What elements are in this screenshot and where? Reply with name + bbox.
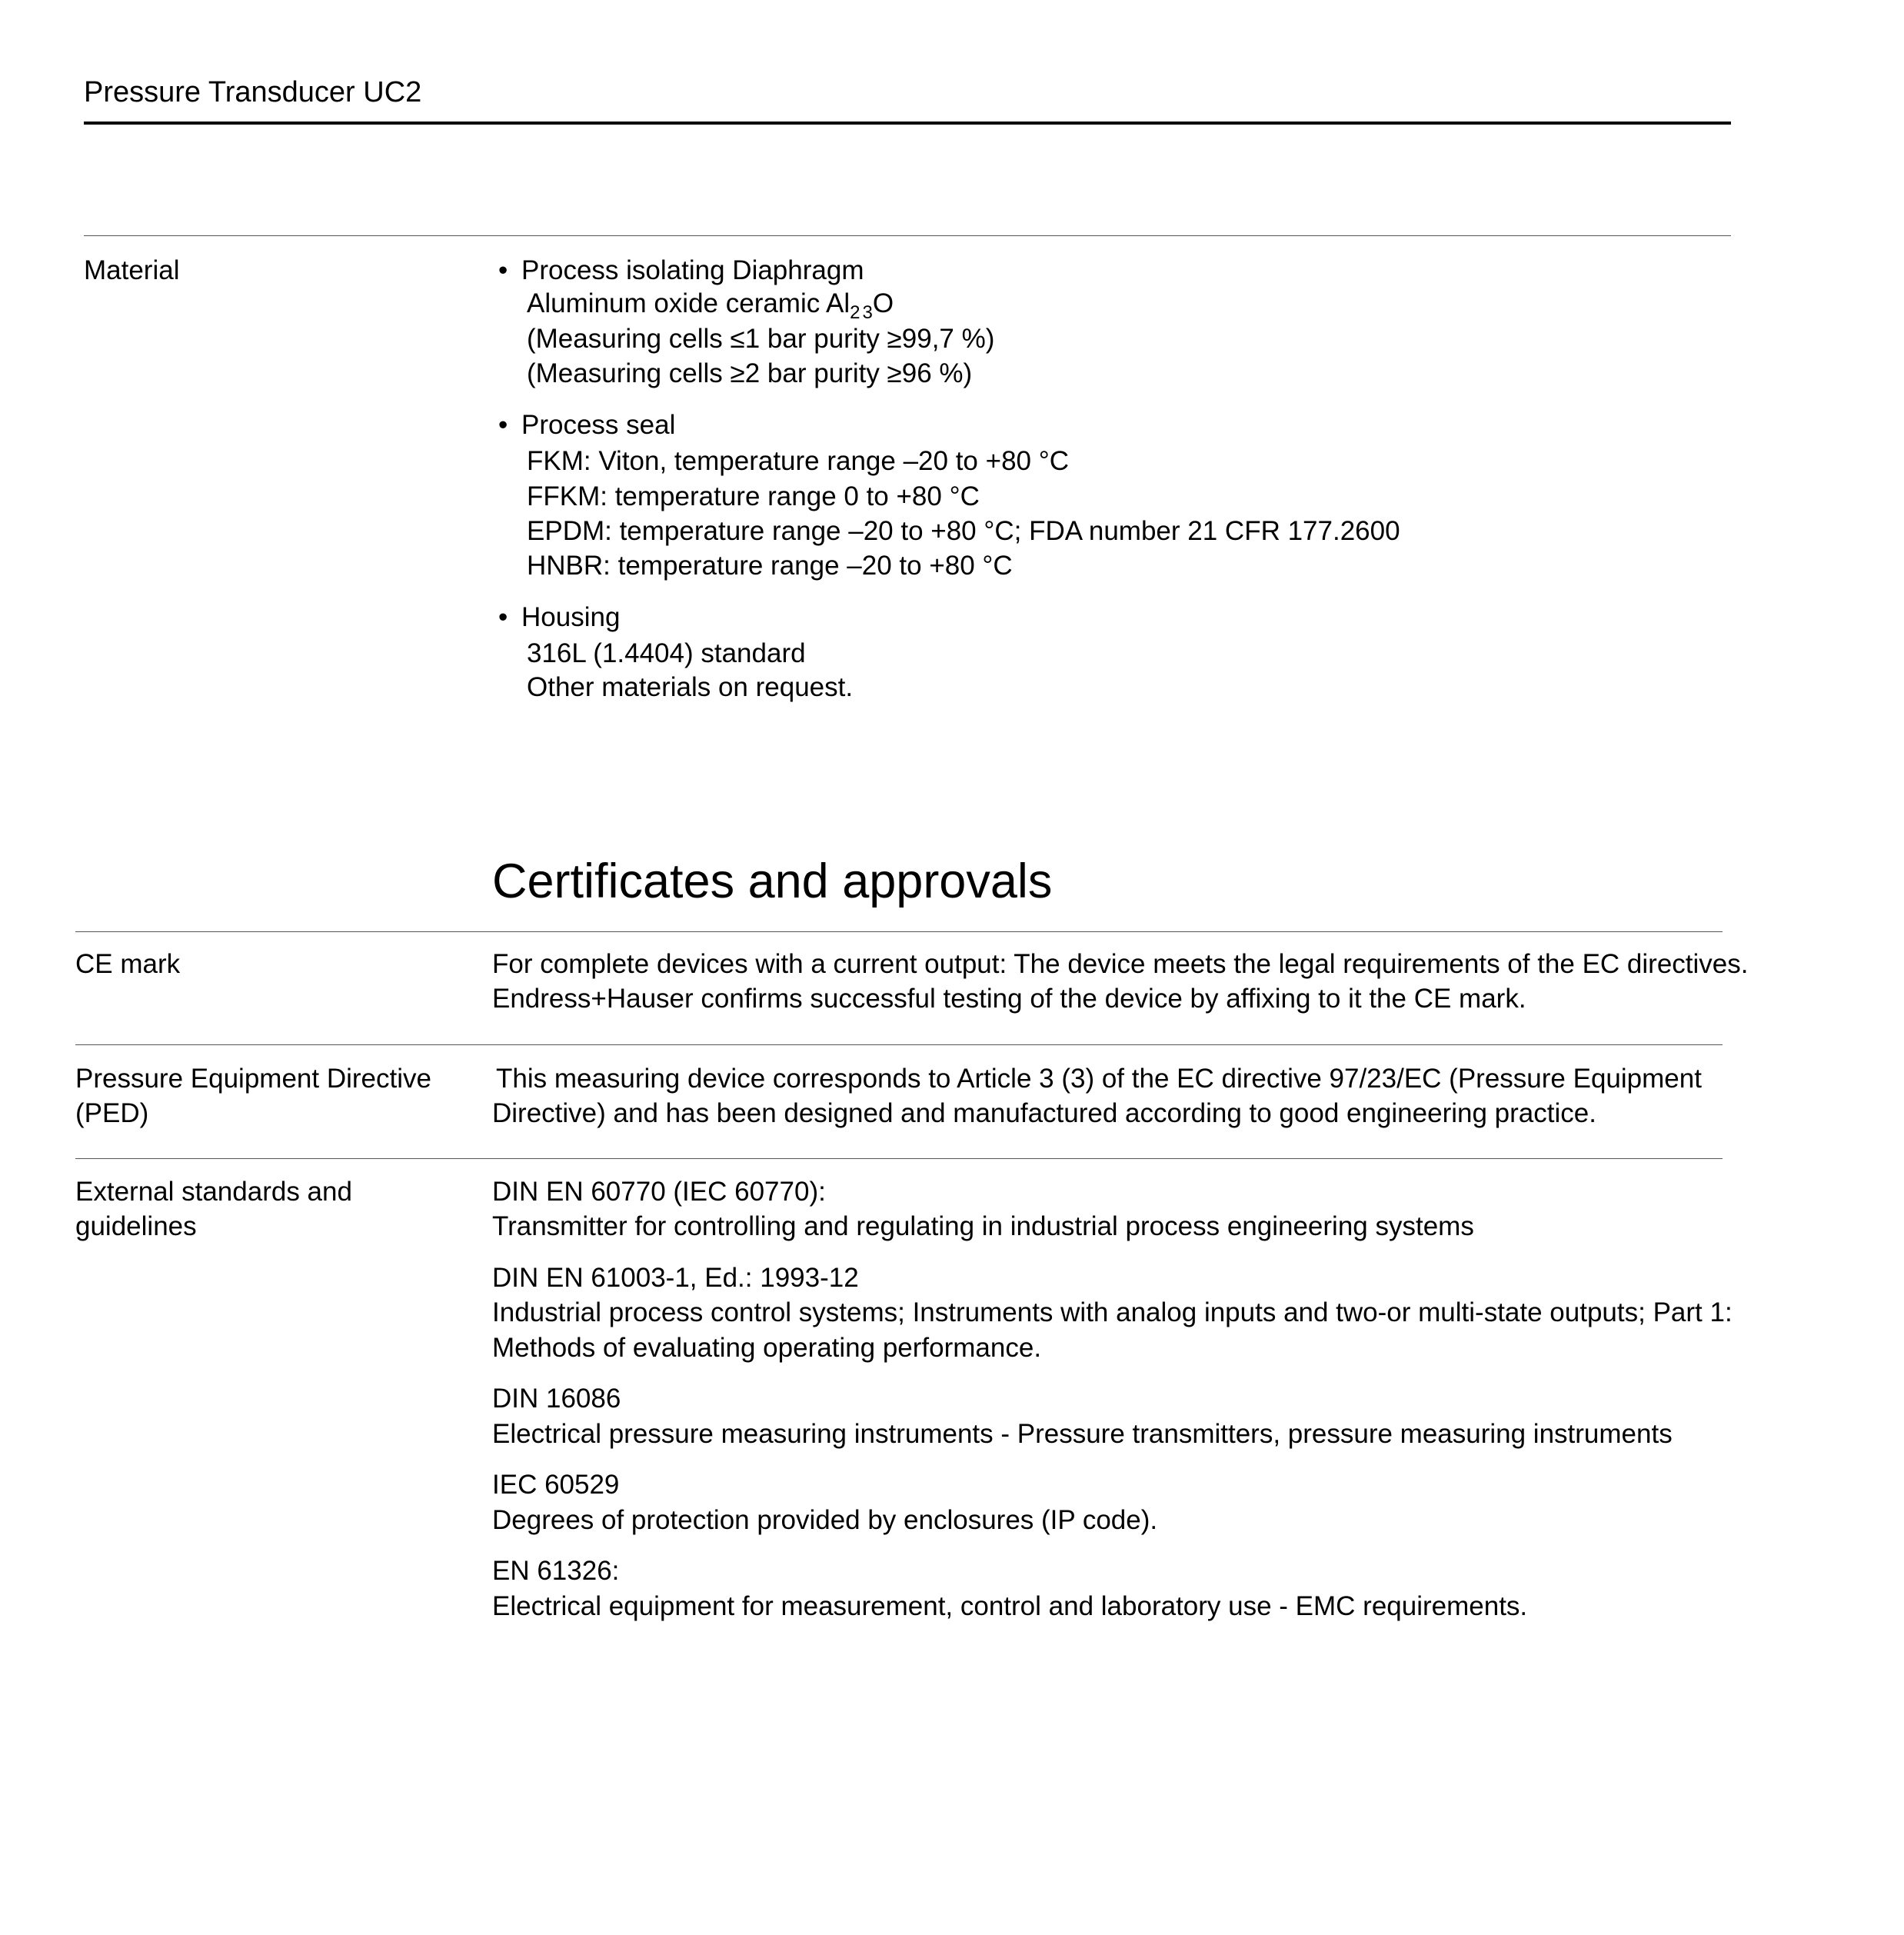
- row-label-material: Material: [84, 255, 180, 285]
- formula-end: O: [872, 288, 894, 318]
- standard-text: Degrees of protection provided by enclosures (IP code).: [492, 1505, 1158, 1535]
- material-line: FFKM: temperature range 0 to +80 °C: [527, 481, 980, 511]
- material-line: EPDM: temperature range –20 to +80 °C; FDA number 21 CFR 177.2600: [527, 516, 1400, 546]
- ped-text: Directive) and has been designed and manufactured according to good engineering practice.: [492, 1098, 1596, 1128]
- standard-text: Industrial process control systems; Instruments with analog inputs and two-or multi-state outputs; Part 1:: [492, 1297, 1733, 1327]
- formula-text: Aluminum oxide ceramic Al: [527, 288, 850, 318]
- standard-title: DIN EN 61003-1, Ed.: 1993-12: [492, 1263, 859, 1293]
- standard-text: Methods of evaluating operating performance.: [492, 1333, 1042, 1363]
- standard-text: Transmitter for controlling and regulating in industrial process engineering systems: [492, 1211, 1474, 1241]
- section-heading: Certificates and approvals: [492, 854, 1053, 908]
- ce-text: For complete devices with a current output: The device meets the legal requirements of the EC directives.: [492, 949, 1749, 979]
- material-line: 316L (1.4404) standard: [527, 638, 806, 668]
- material-line-formula: [527, 288, 894, 323]
- material-group-title: Process seal: [521, 410, 676, 440]
- bullet: •: [498, 410, 508, 440]
- standard-text: Electrical pressure measuring instruments - Pressure transmitters, pressure measuring instruments: [492, 1419, 1673, 1449]
- ped-text: This measuring device corresponds to Article 3 (3) of the EC directive 97/23/EC (Pressure Equipment: [496, 1064, 1702, 1094]
- material-group-title: Housing: [521, 602, 621, 632]
- row-label-ped: (PED): [75, 1098, 149, 1128]
- divider: [75, 1158, 1723, 1159]
- standard-title: EN 61326:: [492, 1556, 620, 1586]
- material-line: HNBR: temperature range –20 to +80 °C: [527, 551, 1013, 581]
- material-line: (Measuring cells ≥2 bar purity ≥96 %): [527, 358, 973, 388]
- header-rule: [84, 122, 1731, 125]
- row-label-ped: Pressure Equipment Directive: [75, 1064, 431, 1094]
- standard-title: DIN 16086: [492, 1384, 621, 1414]
- standard-title: IEC 60529: [492, 1470, 620, 1500]
- standard-title: DIN EN 60770 (IEC 60770):: [492, 1177, 826, 1207]
- material-line: (Measuring cells ≤1 bar purity ≥99,7 %): [527, 324, 995, 354]
- row-label-standards: External standards and: [75, 1177, 352, 1207]
- divider: [75, 1044, 1723, 1045]
- formula-sub-2: 2: [850, 302, 860, 323]
- divider: [75, 931, 1723, 932]
- ce-text: Endress+Hauser confirms successful testing of the device by affixing to it the CE mark.: [492, 984, 1526, 1014]
- material-group-title: Process isolating Diaphragm: [521, 255, 864, 285]
- material-line: Other materials on request.: [527, 672, 854, 702]
- material-line: FKM: Viton, temperature range –20 to +80 °C: [527, 446, 1069, 476]
- bullet: •: [498, 255, 508, 285]
- divider: [84, 235, 1731, 236]
- formula-sub-3: 3: [862, 302, 873, 323]
- document-header-title: Pressure Transducer UC2: [84, 76, 422, 108]
- row-label-ce-mark: CE mark: [75, 949, 181, 979]
- bullet: •: [498, 602, 508, 632]
- standard-text: Electrical equipment for measurement, control and laboratory use - EMC requirements.: [492, 1591, 1528, 1621]
- row-label-standards: guidelines: [75, 1211, 197, 1241]
